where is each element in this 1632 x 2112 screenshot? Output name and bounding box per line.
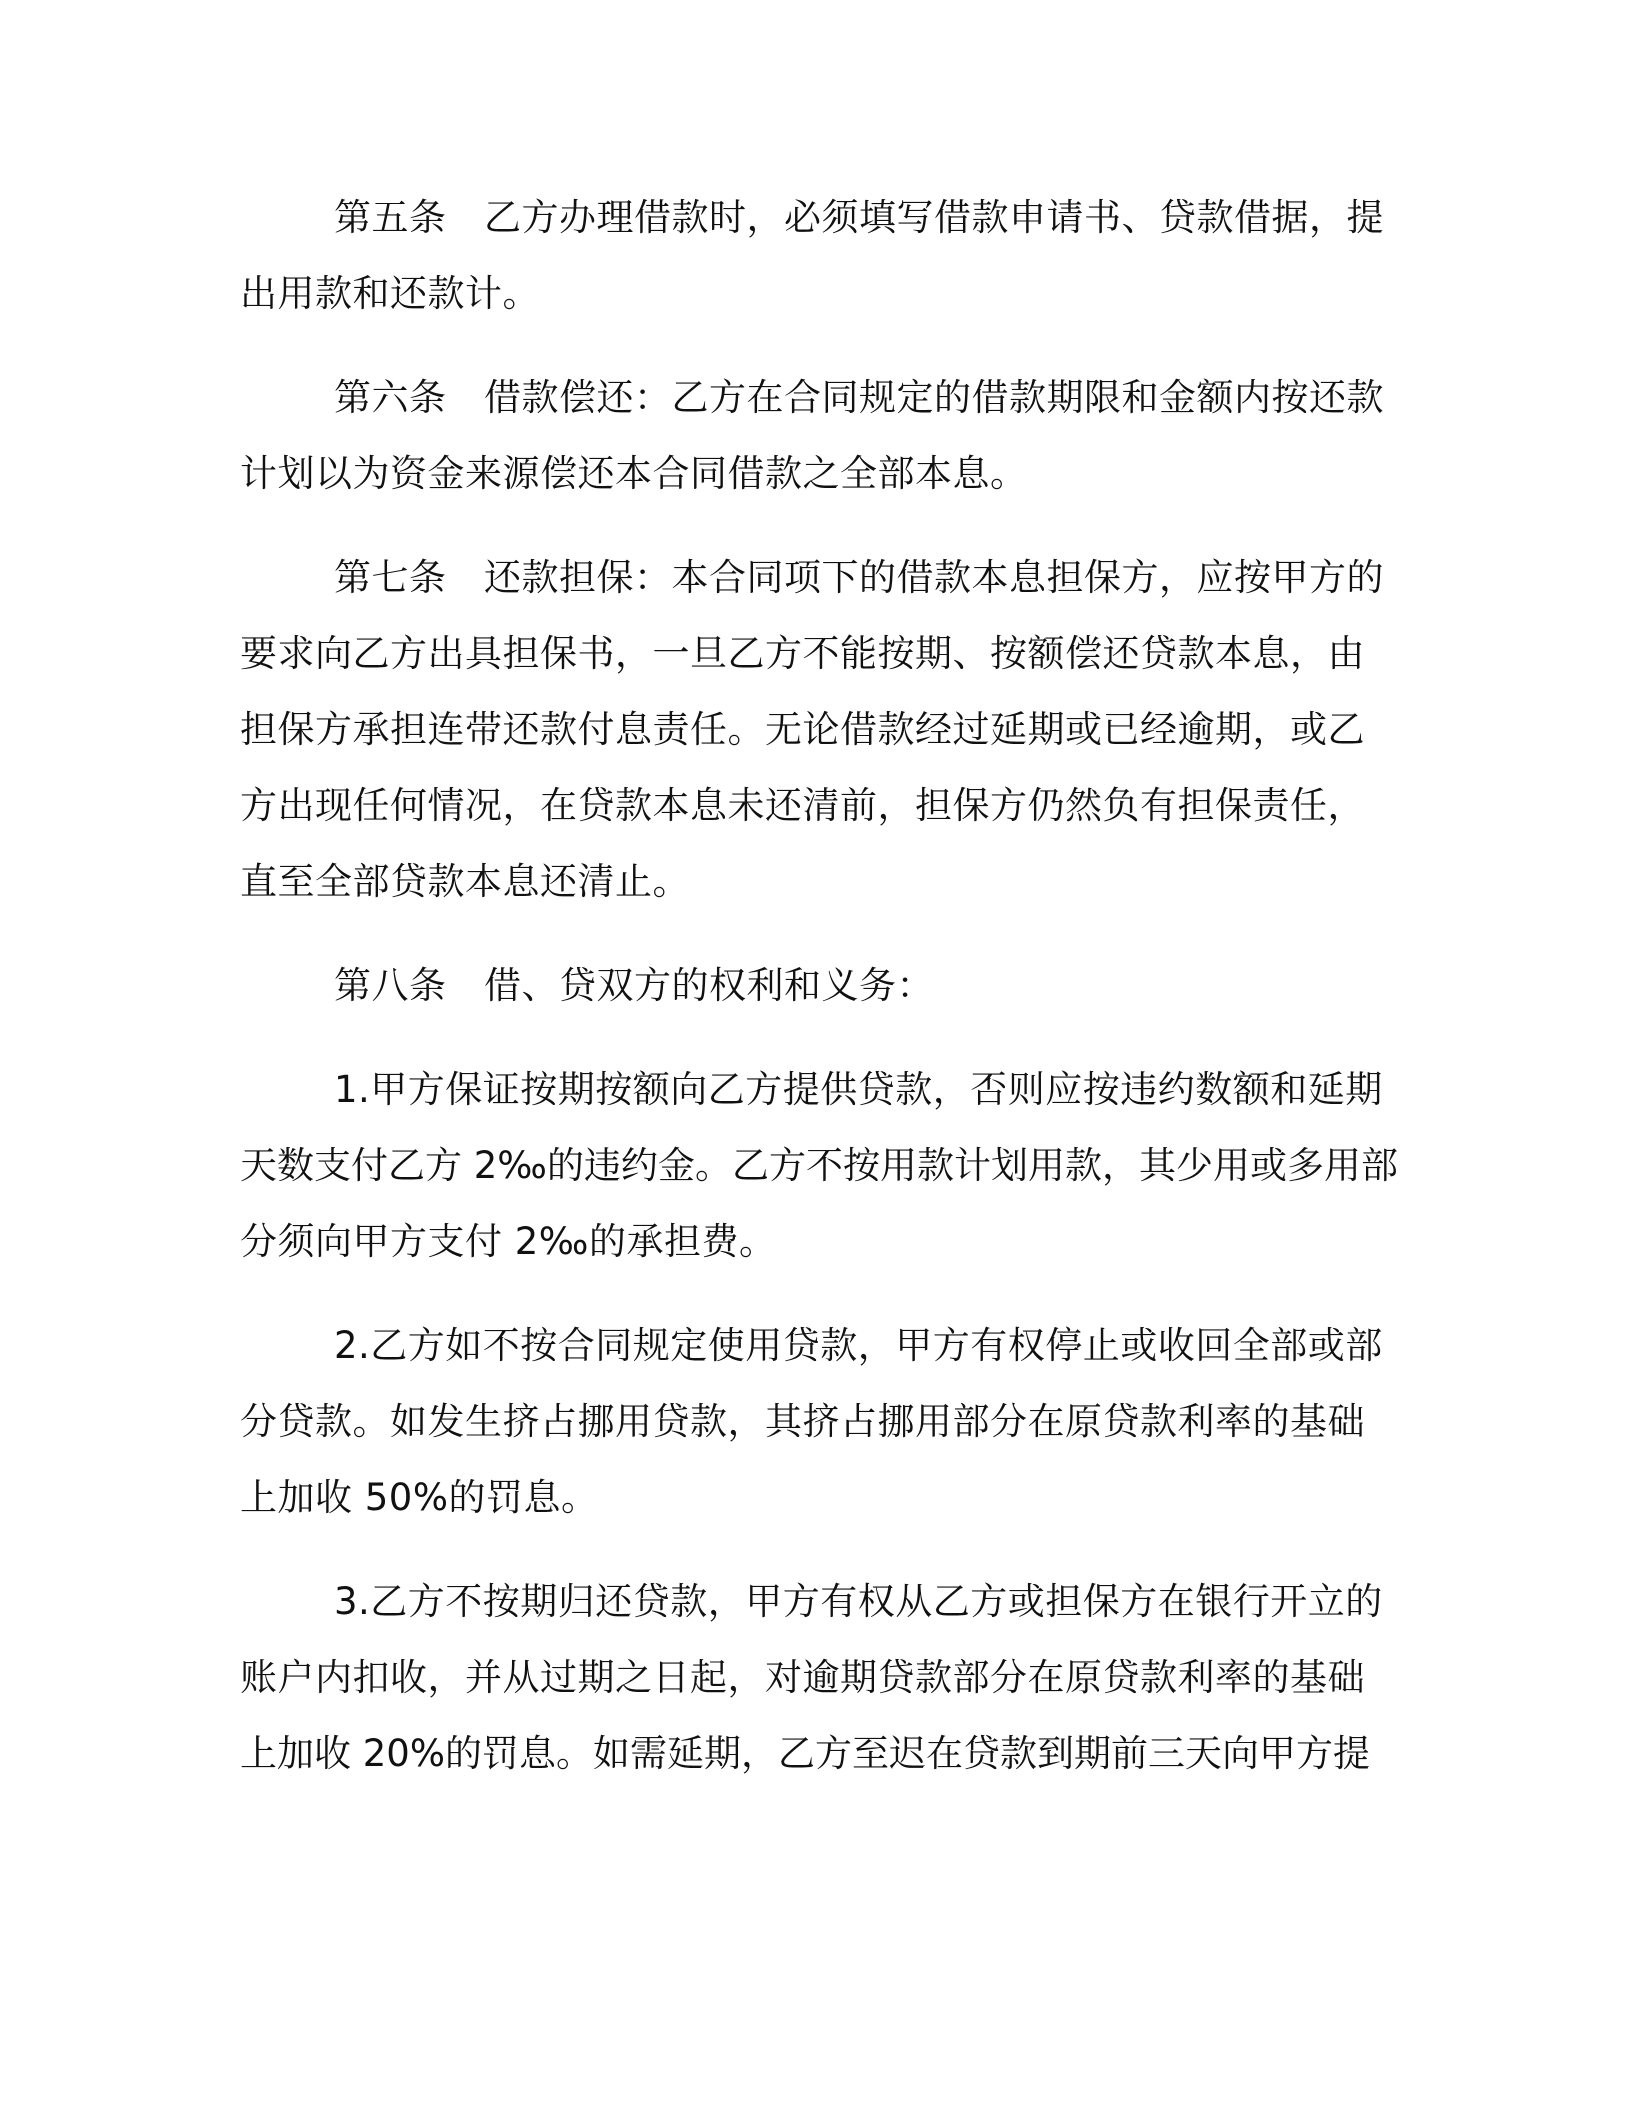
article-7-line-4: 方出现任何情况，在贷款本息未还清前，担保方仍然负有担保责任， <box>240 784 1365 827</box>
article-7-line-3: 担保方承担连带还款付息责任。无论借款经过延期或已经逾期，或乙 <box>240 708 1365 751</box>
article-8-heading: 第八条 借、贷双方的权利和义务： <box>334 964 934 1007</box>
article-5-line-2: 出用款和还款计。 <box>240 272 540 315</box>
clause-1-line-1: 1.甲方保证按期按额向乙方提供贷款，否则应按违约数额和延期 <box>334 1068 1383 1111</box>
clause-2-line-3: 上加收 50%的罚息。 <box>240 1476 599 1519</box>
clause-1-line-3: 分须向甲方支付 2‰的承担费。 <box>240 1220 777 1263</box>
article-6-line-2: 计划以为资金来源偿还本合同借款之全部本息。 <box>240 452 1028 495</box>
article-7-line-1: 第七条 还款担保：本合同项下的借款本息担保方，应按甲方的 <box>334 556 1384 599</box>
clause-3-line-2: 账户内扣收，并从过期之日起，对逾期贷款部分在原贷款利率的基础 <box>240 1656 1365 1699</box>
article-7-line-5: 直至全部贷款本息还清止。 <box>240 860 690 903</box>
clause-1-line-2: 天数支付乙方 2‰的违约金。乙方不按用款计划用款，其少用或多用部 <box>240 1144 1398 1187</box>
article-6-line-1: 第六条 借款偿还：乙方在合同规定的借款期限和金额内按还款 <box>334 376 1384 419</box>
clause-3-line-1: 3.乙方不按期归还贷款，甲方有权从乙方或担保方在银行开立的 <box>334 1580 1383 1623</box>
clause-2-line-2: 分贷款。如发生挤占挪用贷款，其挤占挪用部分在原贷款利率的基础 <box>240 1400 1365 1443</box>
clause-2-line-1: 2.乙方如不按合同规定使用贷款，甲方有权停止或收回全部或部 <box>334 1324 1383 1367</box>
clause-3-line-3: 上加收 20%的罚息。如需延期，乙方至迟在贷款到期前三天向甲方提 <box>240 1732 1370 1775</box>
article-5-line-1: 第五条 乙方办理借款时，必须填写借款申请书、贷款借据，提 <box>334 196 1384 239</box>
article-7-line-2: 要求向乙方出具担保书，一旦乙方不能按期、按额偿还贷款本息，由 <box>240 632 1365 675</box>
